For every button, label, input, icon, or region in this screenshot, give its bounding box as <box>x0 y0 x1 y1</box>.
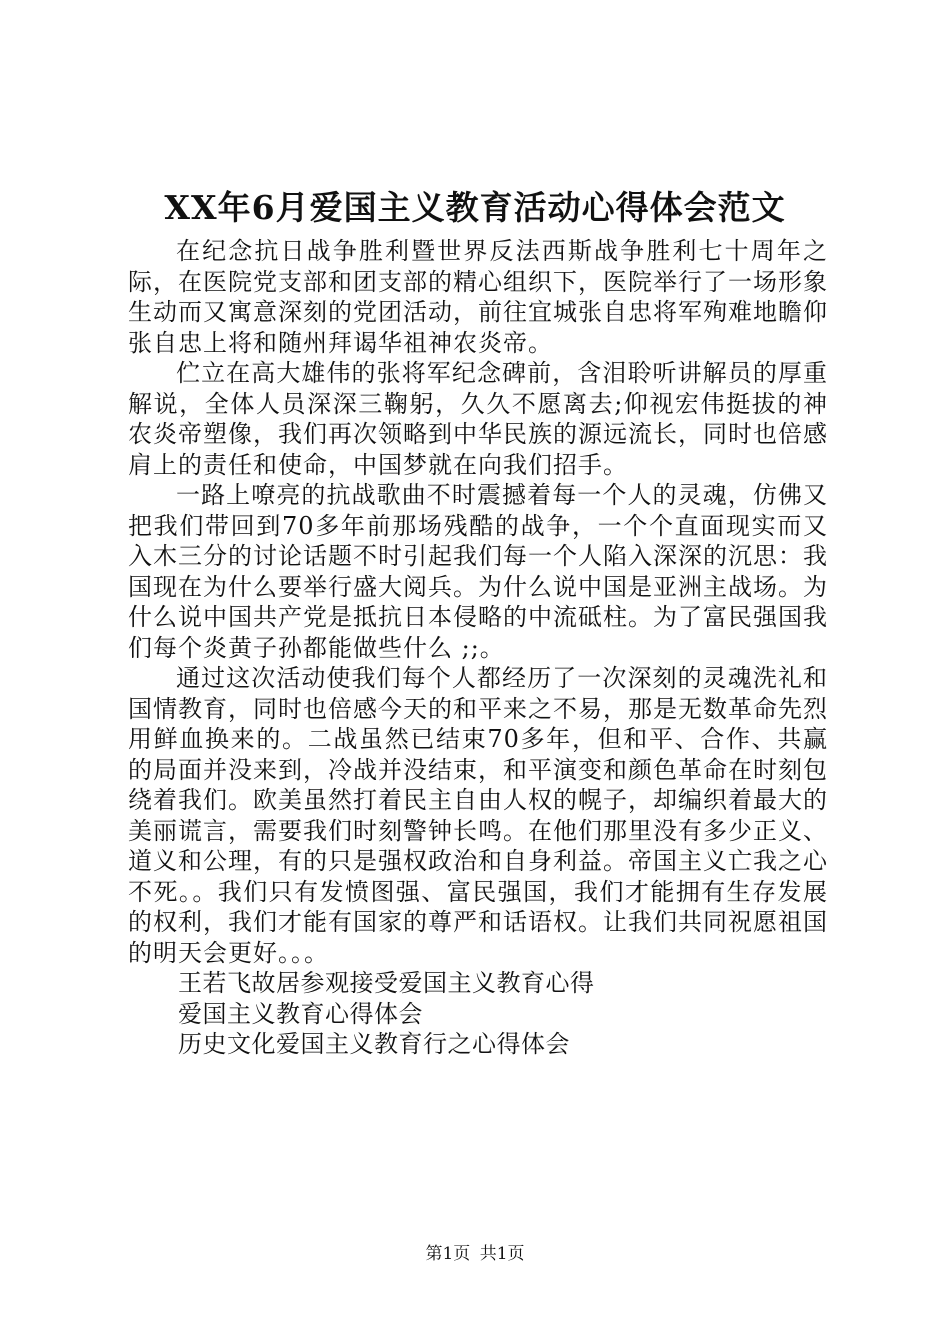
paragraph-2: 伫立在高大雄伟的张将军纪念碑前，含泪聆听讲解员的厚重解说，全体人员深深三鞠躬，久久不愿离去;仰视宏伟挺拔的神农炎帝塑像，我们再次领略到中华民族的源远流长，同时也倍感肩上的责任和使命，中国梦就在向我们招手。 <box>128 359 828 479</box>
page-number: 第1页 <box>425 1244 471 1264</box>
paragraph-1: 在纪念抗日战争胜利暨世界反法西斯战争胜利七十周年之际，在医院党支部和团支部的精心组织下，医院举行了一场形象生动而又寓意深刻的党团活动，前往宜城张自忠将军殉难地瞻仰张自忠上将和随州拜谒华祖神农炎帝。 <box>128 237 828 357</box>
page-footer <box>0 1242 950 1266</box>
related-title-2: 爱国主义教育心得体会 <box>178 999 423 1028</box>
paragraph-3: 一路上嘹亮的抗战歌曲不时震撼着每一个人的灵魂，仿佛又把我们带回到70多年前那场残酷的战争，一个个直面现实而又入木三分的讨论话题不时引起我们每一个人陷入深深的沉思：我国现在为什么要举行盛大阅兵。为什么说中国是亚洲主战场。为什么说中国共产党是抵抗日本侵略的中流砥柱。为了富民强国我们每个炎黄子孙都能做些什么 ;;。 <box>128 481 828 662</box>
document-body <box>128 236 828 1060</box>
document-title: XX年6月爱国主义教育活动心得体会范文 <box>164 188 786 227</box>
paragraph-4: 通过这次活动使我们每个人都经历了一次深刻的灵魂洗礼和国情教育，同时也倍感今天的和平来之不易，那是无数革命先烈用鲜血换来的。二战虽然已结束70多年，但和平、合作、共赢的局面并没来到，冷战并没结束，和平演变和颜色革命在时刻包绕着我们。欧美虽然打着民主自由人权的幌子，却编织着最大的美丽谎言，需要我们时刻警钟长鸣。在他们那里没有多少正义、道义和公理，有的只是强权政治和自身利益。帝国主义亡我之心不死。。我们只有发愤图强、富民强国，我们才能拥有生存发展的权利，我们才能有国家的尊严和话语权。让我们共同祝愿祖国的明天会更好。。。 <box>128 664 828 967</box>
related-title-3: 历史文化爱国主义教育行之心得体会 <box>178 1030 570 1058</box>
related-title-1: 王若飞故居参观接受爱国主义教育心得 <box>178 969 595 997</box>
page-total: 共1页 <box>479 1244 525 1264</box>
